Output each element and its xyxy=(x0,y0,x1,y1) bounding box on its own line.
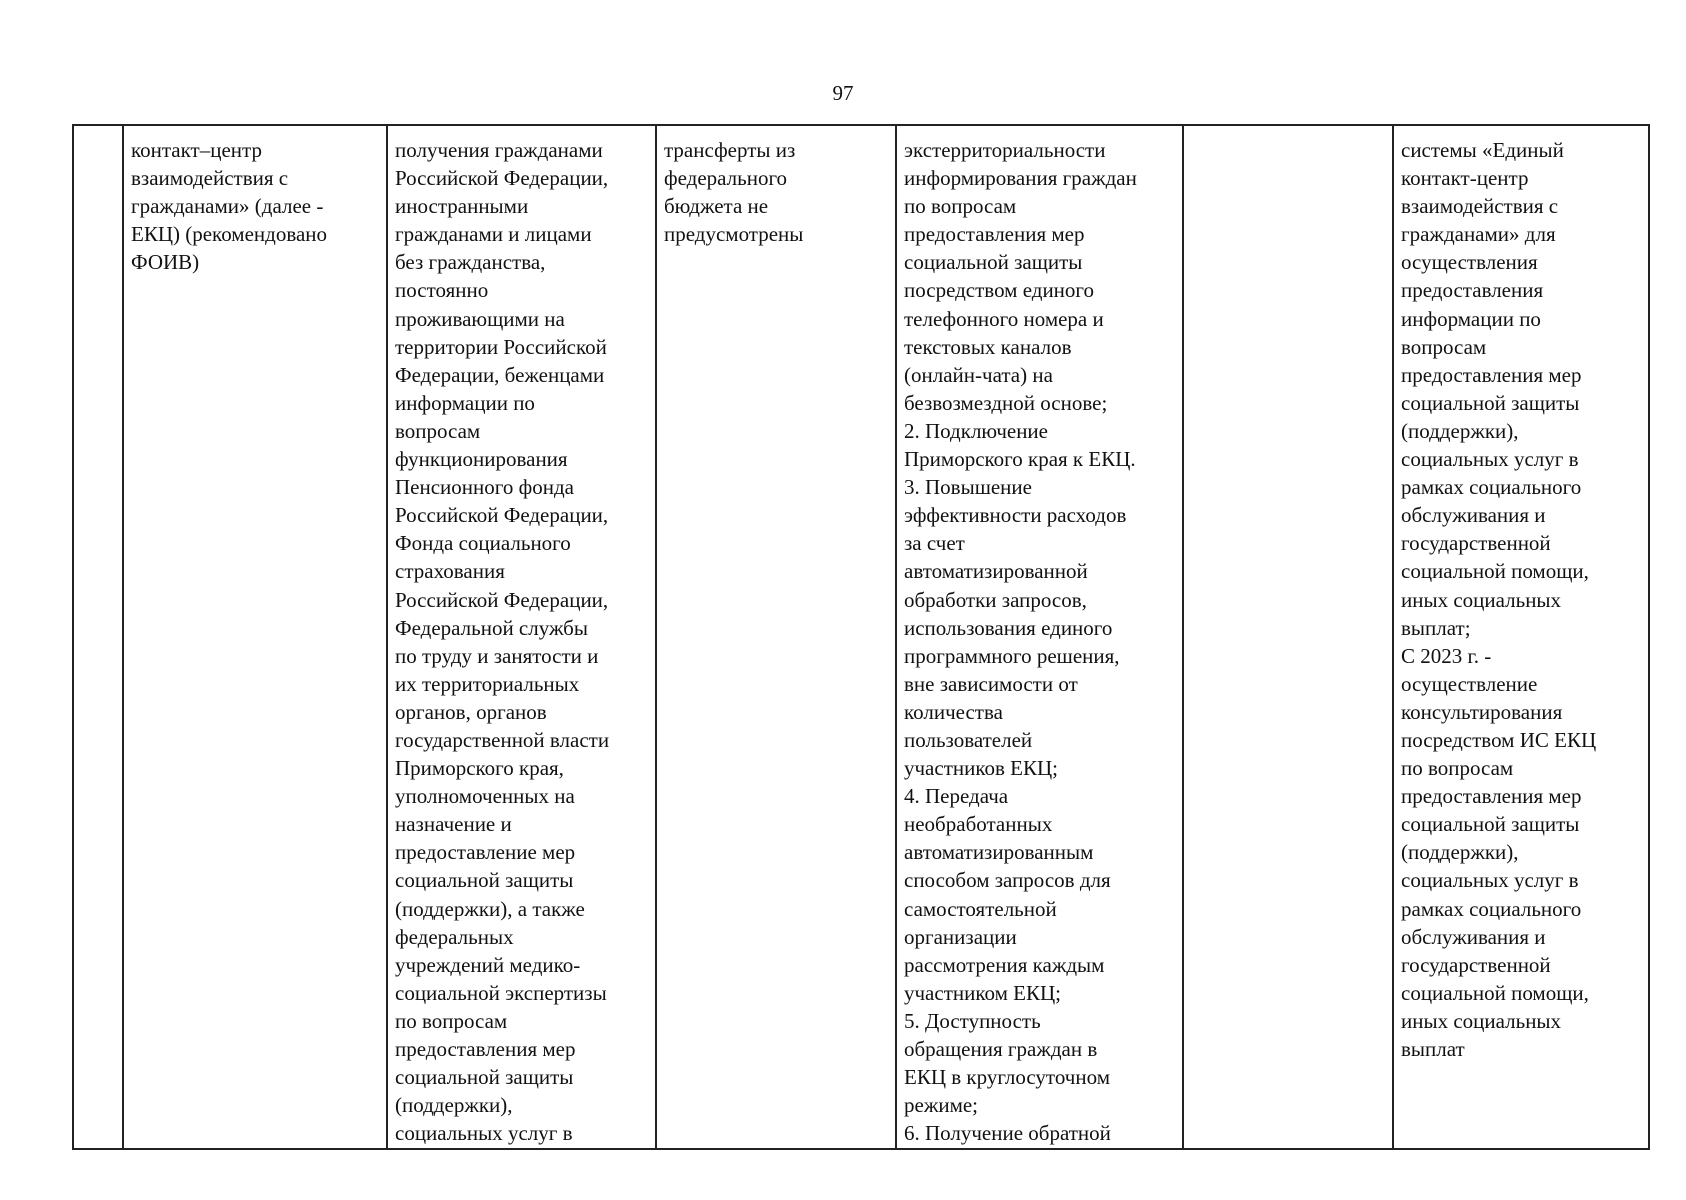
table-cell-funding: трансферты из федерального бюджета не предусмотрены xyxy=(656,125,896,1149)
table-row xyxy=(73,125,1649,1149)
table-cell-indicators: системы «Единый контакт-центр взаимодействия с гражданами» для осуществления предоставления информации по вопросам предоставления мер социальной защиты (поддержки), социальных услуг в рамках социального обслуживания и государственной социальной помощи, иных социальных выплат; С 2023 г. - осуществление консультирования посредством ИС ЕКЦ по вопросам предоставления мер социальной защиты (поддержки), социальных услуг в рамках социального обслуживания и государственной социальной помощи, иных социальных выплат xyxy=(1393,125,1649,1149)
table-cell-name: контакт–центр взаимодействия с гражданами» (далее - ЕКЦ) (рекомендовано ФОИВ) xyxy=(123,125,387,1149)
table-cell-number xyxy=(73,125,123,1149)
measures-table xyxy=(72,124,1650,1150)
table-cell-empty xyxy=(1183,125,1393,1149)
table-cell-description: получения гражданами Российской Федерации, иностранными гражданами и лицами без гражданства, постоянно проживающими на территории Российской Федерации, беженцами информации по вопросам функционирования Пенсионного фонда Российской Федерации, Фонда социального страхования Российской Федерации, Федеральной службы по труду и занятости и их территориальных органов, органов государственной власти Приморского края, уполномоченных на назначение и предоставление мер социальной защиты (поддержки), а также федеральных учреждений медико- социальной экспертизы по вопросам предоставления мер социальной защиты (поддержки), социальных услуг в xyxy=(387,125,656,1149)
table-cell-results: экстерриториальности информирования граждан по вопросам предоставления мер социальной защиты посредством единого телефонного номера и текстовых каналов (онлайн-чата) на безвозмездной основе; 2. Подключение Приморского края к ЕКЦ. 3. Повышение эффективности расходов за счет автоматизированной обработки запросов, использования единого программного решения, вне зависимости от количества пользователей участников ЕКЦ; 4. Передача необработанных автоматизированным способом запросов для самостоятельной организации рассмотрения каждым участником ЕКЦ; 5. Доступность обращения граждан в ЕКЦ в круглосуточном режиме; 6. Получение обратной xyxy=(896,125,1183,1149)
page-number: 97 xyxy=(832,81,854,105)
